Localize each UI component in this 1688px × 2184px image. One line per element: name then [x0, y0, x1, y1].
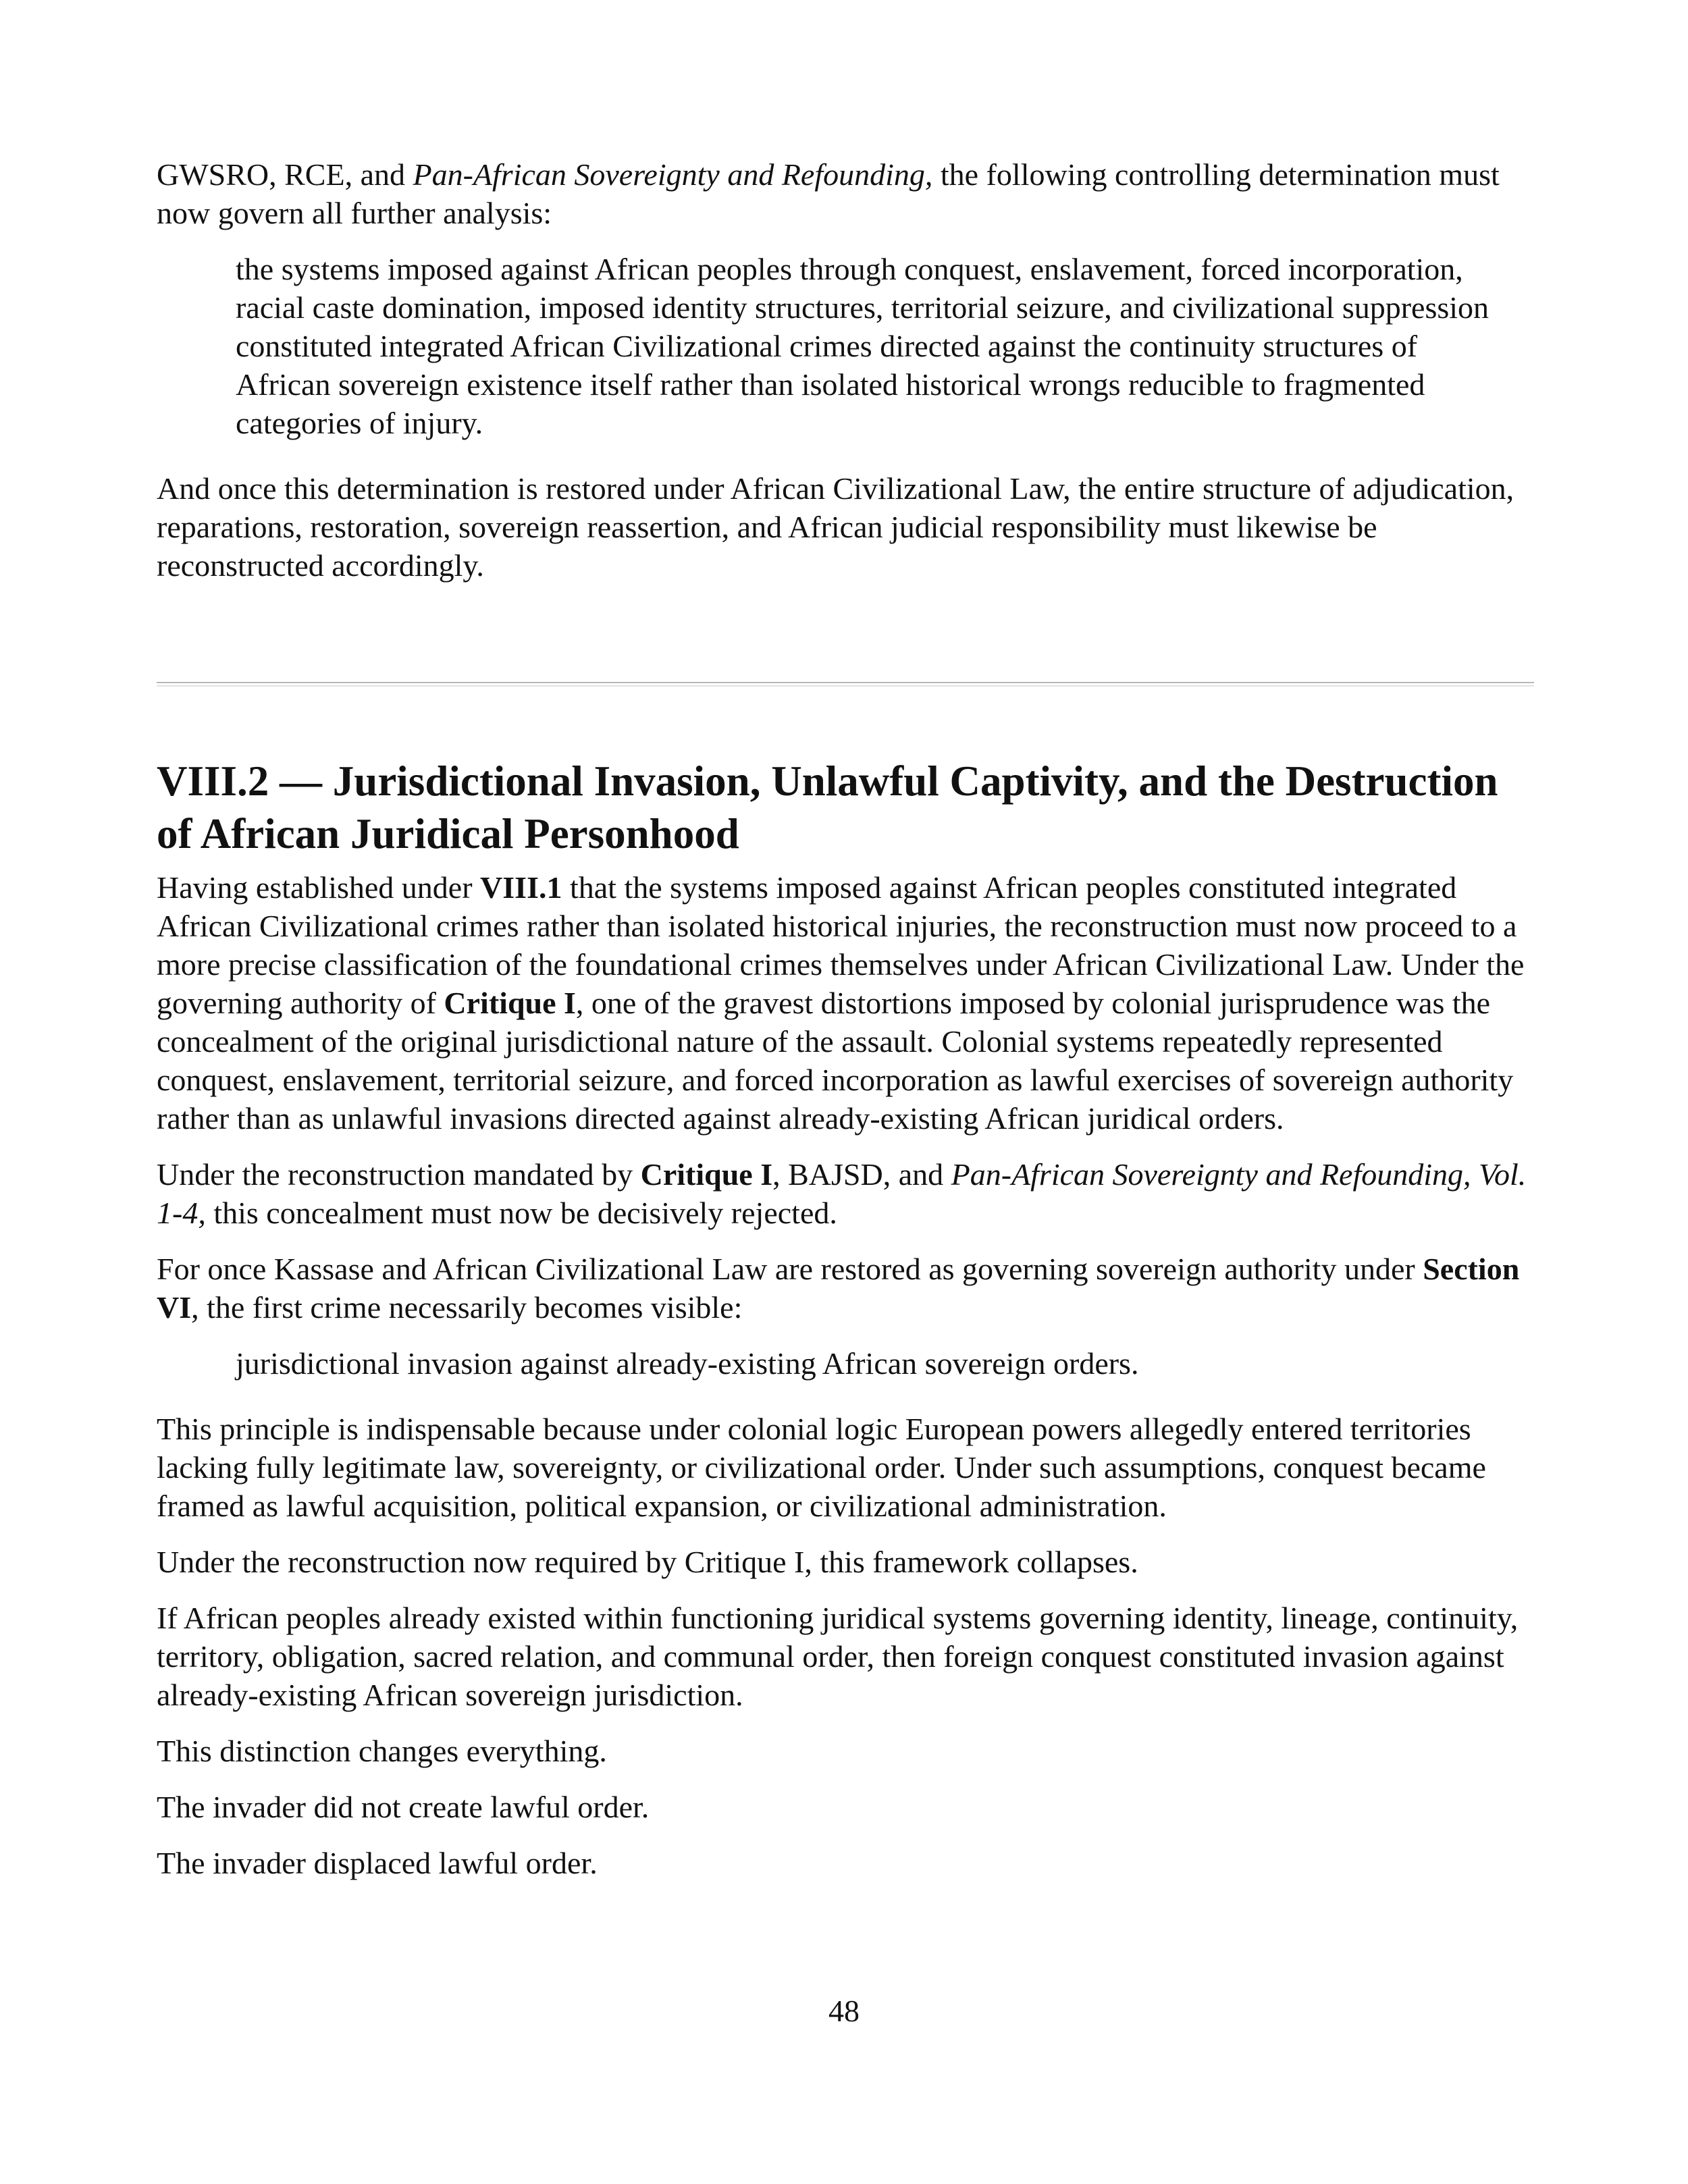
intro-text-c: the following controlling determination must now govern all further analysis: [157, 157, 1500, 230]
top-text-block [157, 155, 1534, 585]
section-paragraph-2 [157, 1155, 1534, 1232]
section-paragraph-1 [157, 868, 1534, 1138]
p3-bold-section: Section VI [157, 1252, 1520, 1325]
section-paragraph-8: The invader did not create lawful order. [157, 1790, 650, 1824]
p2-italic-title: Pan-African Sovereignty and Refounding, Vol. 1-4, [157, 1157, 1527, 1230]
section-paragraph-9: The invader displaced lawful order. [157, 1846, 598, 1880]
p2-bold-critique: Critique I [640, 1157, 773, 1192]
restoration-paragraph: And once this determination is restored under African Civilizational Law, the entire structure of adjudication, reparations, restoration, sovereign reassertion, and African judicial responsibility must likewise be reconstructed accordingly. [157, 471, 1514, 583]
section-heading: VIII.2 — Jurisdictional Invasion, Unlawful Captivity, and the Destruction of African Juridical Personhood [157, 757, 1498, 857]
p2-text-a: Under the reconstruction mandated by [157, 1157, 641, 1192]
section-paragraph-6: If African peoples already existed within functioning juridical systems governing identity, lineage, continuity, territory, obligation, sacred relation, and communal order, then foreign conquest constituted invasion against already-existing African sovereign jurisdiction. [157, 1601, 1519, 1712]
p1-text-e: , one of the gravest distortions imposed by colonial jurisprudence was the concealment of the original jurisdictional nature of the assault. Colonial systems repeatedly represented conquest, enslavement, territorial seizure, and forced incorporation as lawful exercises of sovereign authority rather than as unlawful invasions directed against already-existing African juridical orders. [157, 986, 1514, 1136]
section-viii-2 [157, 755, 1534, 1882]
p2-text-c: , BAJSD, and [772, 1157, 951, 1192]
p1-bold-critique: Critique I [444, 986, 576, 1020]
section-divider [157, 682, 1534, 687]
section-paragraph-5: Under the reconstruction now required by Critique I, this framework collapses. [157, 1545, 1138, 1579]
section-paragraph-7: This distinction changes everything. [157, 1734, 607, 1768]
block-quote-invasion: jurisdictional invasion against already-existing African sovereign orders. [236, 1346, 1139, 1381]
p1-bold-viii1: VIII.1 [480, 870, 562, 905]
page-number: 48 [828, 1994, 860, 2028]
block-quote-determination: the systems imposed against African peoples through conquest, enslavement, forced incorporation, racial caste domination, imposed identity structures, territorial seizure, and civilizational suppression constituted integrated African Civilizational crimes directed against the continuity structures of African sovereign existence itself rather than isolated historical wrongs reducible to fragmented categories of injury. [236, 252, 1489, 440]
p3-text-c: , the first crime necessarily becomes visible: [191, 1290, 743, 1325]
intro-italic-title: Pan-African Sovereignty and Refounding, [413, 157, 933, 192]
section-paragraph-3 [157, 1250, 1534, 1327]
p3-text-a: For once Kassase and African Civilizational Law are restored as governing sovereign authority under [157, 1252, 1423, 1286]
intro-paragraph [157, 155, 1534, 232]
intro-text-a: GWSRO, RCE, and [157, 157, 413, 192]
p1-text-c: that the systems imposed against African peoples constituted integrated African Civilizational crimes rather than isolated historical injuries, the reconstruction must now proceed to a more precise classification of the foundational crimes themselves under African Civilizational Law. Under the governing authority of [157, 870, 1525, 1020]
p1-text-a: Having established under [157, 870, 481, 905]
p2-text-e: this concealment must now be decisively rejected. [205, 1196, 837, 1230]
section-paragraph-4: This principle is indispensable because under colonial logic European powers allegedly entered territories lacking fully legitimate law, sovereignty, or civilizational order. Under such assumptions, conquest became framed as lawful acquisition, political expansion, or civilizational administration. [157, 1412, 1486, 1523]
